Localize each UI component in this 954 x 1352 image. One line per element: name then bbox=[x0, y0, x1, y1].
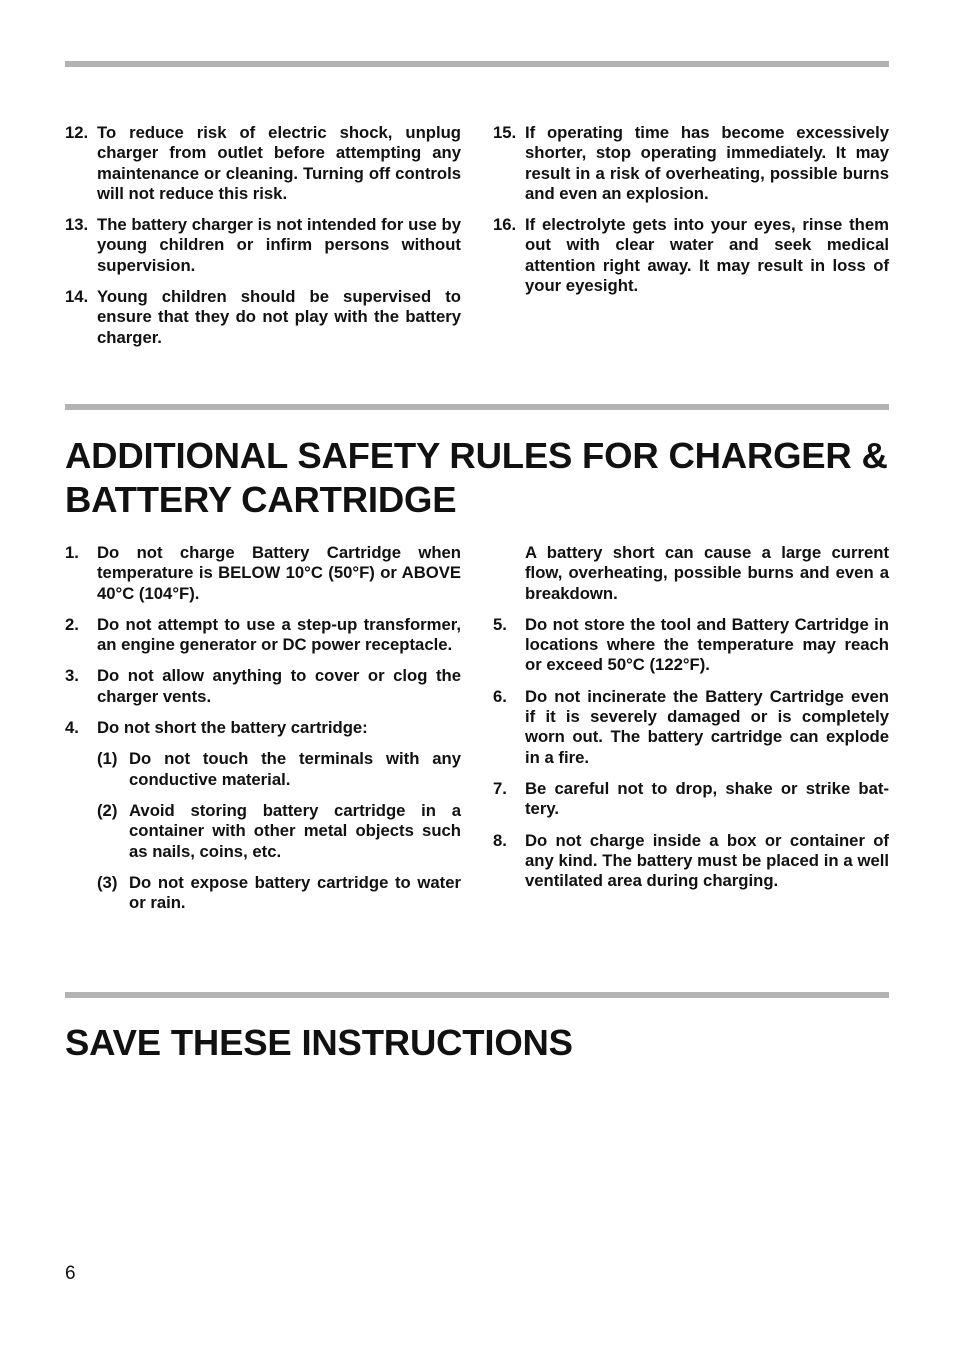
item-number: 4. bbox=[65, 718, 79, 738]
list-item bbox=[493, 123, 889, 204]
item-number: 8. bbox=[493, 830, 507, 850]
rules-left-column bbox=[65, 543, 461, 924]
save-instructions-heading: SAVE THESE INSTRUCTIONS bbox=[65, 1022, 573, 1063]
item-number: 2. bbox=[65, 614, 79, 634]
item-number: 16. bbox=[493, 215, 517, 235]
sub-item-text: Avoid storing battery cartridge in a container with other metal objects such as nails, coins, etc. bbox=[129, 800, 461, 861]
item-number: 14. bbox=[65, 287, 89, 307]
list-item bbox=[65, 543, 461, 604]
list-item bbox=[65, 215, 461, 276]
list-item bbox=[65, 615, 461, 656]
sub-list-item bbox=[65, 801, 461, 862]
sub-item-text: Do not expose battery cartridge to water or rain. bbox=[129, 872, 461, 913]
sub-list-item bbox=[65, 749, 461, 790]
item-text: Young children should be supervised to ensure that they do not play with the battery charger. bbox=[97, 287, 461, 347]
item-text: If electrolyte gets into your eyes, rinse them out with clear water and seek medical attention right away. It may result in loss of your eyesight. bbox=[525, 215, 889, 296]
list-item bbox=[65, 666, 461, 707]
item-text: Do not charge inside a box or container of any kind. The battery must be placed in a well ventilated area during charging. bbox=[525, 830, 889, 891]
item-number: 12. bbox=[65, 123, 89, 142]
sub-item-text: Do not touch the terminals with any conductive material. bbox=[129, 749, 461, 789]
item-text: Do not incinerate the Battery Cartridge even if it is severely damaged or is completely worn out. The battery cartridge can explode in a fire. bbox=[525, 686, 889, 767]
sub-list-item bbox=[65, 873, 461, 914]
item-number: 5. bbox=[493, 614, 507, 634]
list-item bbox=[65, 123, 461, 204]
continuation-text: A battery short can cause a large current flow, overheating, possible burns and even a breakdown. bbox=[525, 543, 889, 603]
sub-item-number: (1) bbox=[97, 749, 118, 769]
item-number: 3. bbox=[65, 666, 79, 686]
item-text: The battery charger is not intended for use by young children or infirm persons without supervision. bbox=[97, 215, 461, 275]
sub-item-number: (3) bbox=[97, 872, 118, 892]
item-number: 13. bbox=[65, 215, 89, 235]
list-item bbox=[65, 718, 461, 738]
sub-item-number: (2) bbox=[97, 800, 118, 820]
item-text: To reduce risk of electric shock, unplug charger from outlet before attempting any maintenance or cleaning. Turning off controls will not reduce this risk. bbox=[97, 123, 461, 203]
rules-right-column bbox=[493, 543, 889, 902]
heading-line-1: ADDITIONAL SAFETY RULES FOR CHARGER & bbox=[65, 435, 888, 476]
list-item bbox=[493, 615, 889, 676]
item-text: Do not store the tool and Battery Cartridge in locations where the temperature may reach or exceed 50°C (122°F). bbox=[525, 614, 889, 675]
top-rule bbox=[65, 61, 889, 67]
section-rule bbox=[65, 992, 889, 998]
page-number: 6 bbox=[65, 1263, 76, 1284]
top-left-column bbox=[65, 123, 461, 359]
item-text: If operating time has become excessively shorter, stop operating immediately. It may result in a risk of overheating, possible burns and even an explosion. bbox=[525, 123, 889, 203]
heading-line-2: BATTERY CARTRIDGE bbox=[65, 479, 457, 520]
list-item bbox=[493, 215, 889, 296]
section-rule bbox=[65, 404, 889, 410]
list-item bbox=[493, 831, 889, 892]
item-text: Do not charge Battery Cartridge when temperature is BELOW 10°C (50°F) or ABOVE 40°C (104°F). bbox=[97, 543, 461, 603]
list-item bbox=[493, 779, 889, 820]
item-text: Do not allow anything to cover or clog the charger vents. bbox=[97, 666, 461, 706]
item-text: Do not attempt to use a step-up transformer, an engine generator or DC power receptacle. bbox=[97, 614, 461, 655]
top-right-column bbox=[493, 123, 889, 307]
item-number: 6. bbox=[493, 686, 507, 706]
item-number: 7. bbox=[493, 778, 507, 798]
item-text: Do not short the battery cartridge: bbox=[97, 718, 368, 738]
item-number: 15. bbox=[493, 123, 517, 142]
list-item bbox=[65, 287, 461, 348]
item-number: 1. bbox=[65, 543, 79, 562]
list-item bbox=[493, 687, 889, 768]
item-text: Be careful not to drop, shake or strike battery. bbox=[525, 778, 889, 819]
additional-rules-heading bbox=[65, 434, 888, 522]
